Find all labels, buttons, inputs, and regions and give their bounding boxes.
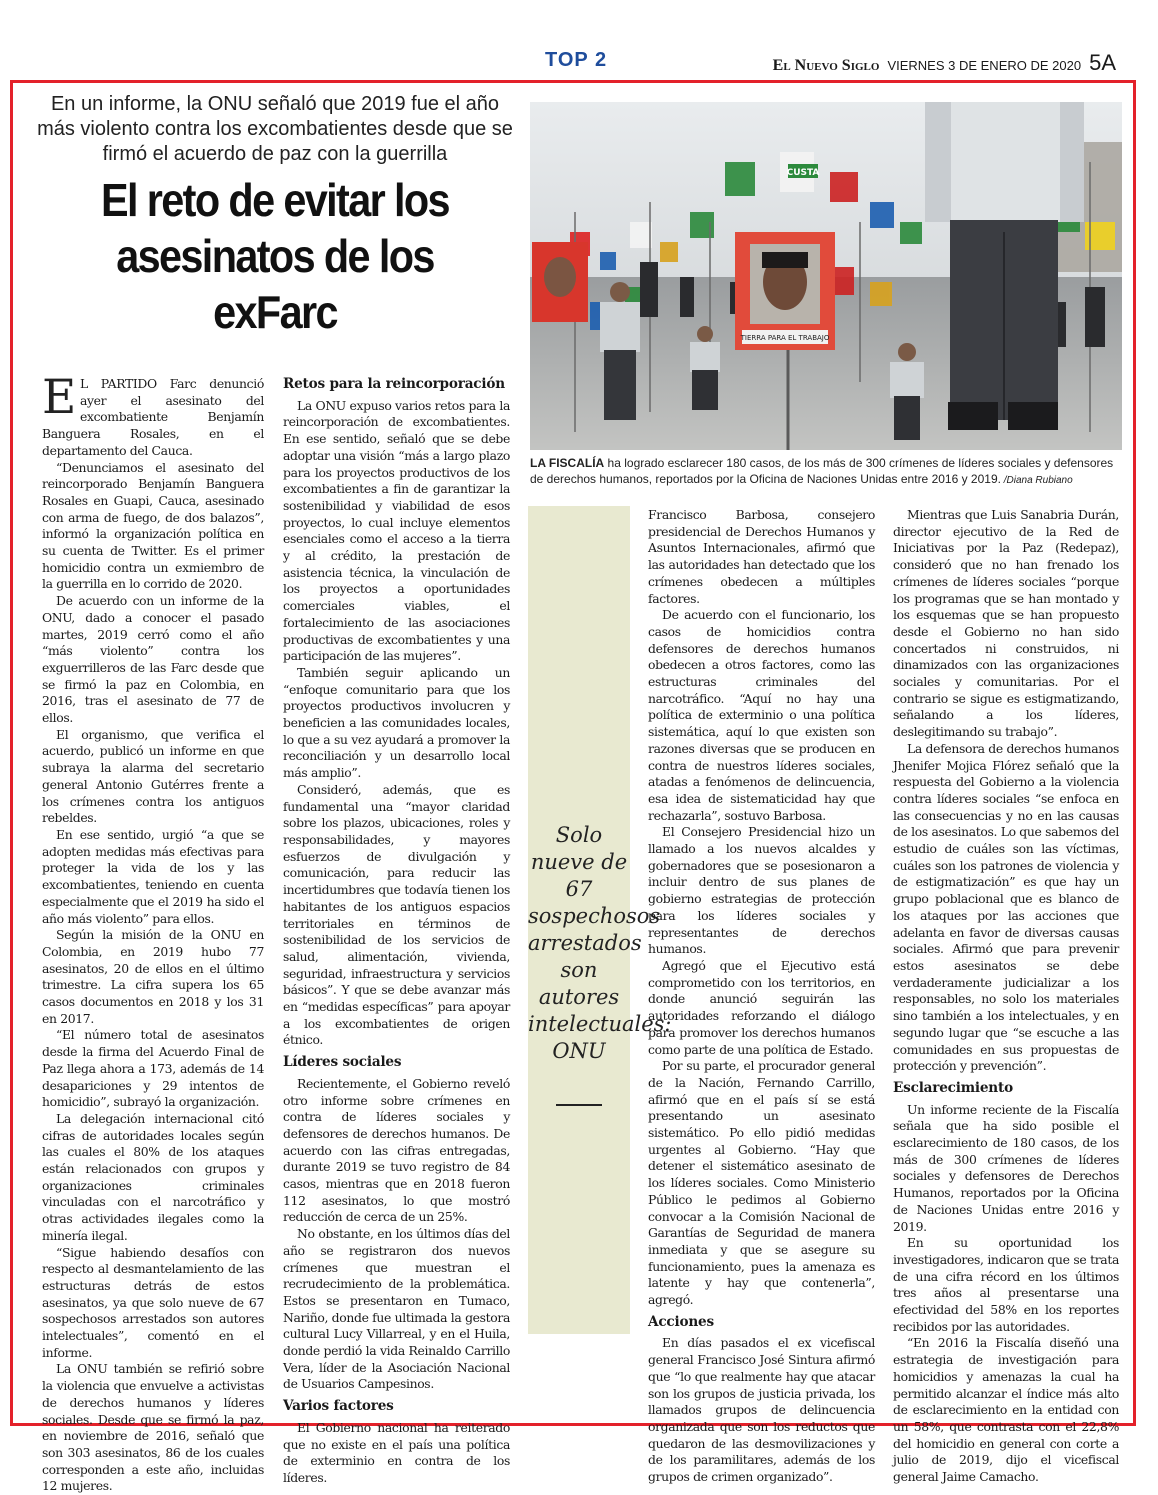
photo-illustration [530, 102, 1122, 450]
paragraph: Un informe reciente de la Fiscalía señala que ha sido posible el esclarecimiento de 180 casos, de los más de 300 crímenes de líderes sociales y defensores de Derechos Humanos, reportados por la Oficina de Naciones Unidas entre 2016 y 2019. [893, 1101, 1119, 1234]
paragraph: “Denunciamos el asesinato del reincorporado Benjamín Banguera Rosales en Guapi, Cauca, asesinado con arma de fuego, de dos balazos”, informó la organización política en su cuenta de Twitter. Es el primer homicidio contra un exmiembro de la guerrilla en lo corrido de 2020. [42, 459, 264, 592]
subheading: Acciones [648, 1313, 714, 1330]
paragraph: Agregó que el Ejecutivo está comprometido con los territorios, en donde anunció seguirán las autoridades reforzando el diálogo para promover los derechos humanos como parte de una política de Estado. [648, 957, 875, 1057]
paragraph: Mientras que Luis Sanabria Durán, director ejecutivo de la Red de Iniciativas por la Paz (Redepaz), consideró que no han frenado los crímenes de líderes sociales “porque los programas que se han montado y los esquemas que se han propuesto desde el Gobierno no han sido concertados ni construidos, ni dinamizados con las organizaciones sociales y comunitarias. Por el contrario se sigue es estigmatizando, señalando a los líderes, deslegitimando su trabajo”. [893, 507, 1119, 740]
paragraph: La defensora de derechos humanos Jhenifer Mojica Flórez señaló que la respuesta del Gobierno a la violencia contra líderes sociales “se enfoca en las consecuencias y no en las causas de los asesinatos. Lo que sabemos del estudio de cuáles son las víctimas, cuáles son los patrones de violencia y de estigmatización” es que hay un grupo poblacional que es blanco de los ataques por las acciones que adelanta en favor de diversas causas sociales. Afirmó que para prevenir estos asesinatos se debe verdaderamente judicializar a los responsables, no solo los materiales sino también a los intelectuales, y en segundo lugar que “se escuche a las comunidades en sus propuestas de protección y prevención”. [893, 740, 1119, 1074]
paragraph: Por su parte, el procurador general de la Nación, Fernando Carrillo, afirmó que en el país sí se está presentando un asesinato sistemático. Po ello pidió medidas urgentes al Gobierno. “Hay que detener el sistemático asesinato de los líderes sociales. Como Ministerio Público le pedimos al Gobierno convocar a la Comisión Nacional de Garantías de Seguridad de manera inmediata y que se asegure su funcionamiento, pues la amenaza es latente y hay que contenerla”, agregó. [648, 1058, 875, 1308]
article-kicker: En un informe, la ONU señaló que 2019 fue el año más violento contra los excombatientes desde que se firmó el acuerdo de paz con la guerrilla [37, 93, 513, 165]
paragraph: El Gobierno nacional ha reiterado que no existe en el país una política de exterminio en contra de los líderes. [283, 1419, 510, 1485]
paragraph: La delegación internacional citó cifras de autoridades locales según las cuales el 80% de los ataques están relacionados con grupos y organizaciones criminales vinculadas con el narcotráfico y otras actividades ilegales como la minería ilegal. [42, 1110, 264, 1243]
pullquote: Solo nueve de 67 sospechosos arrestados son autores intelectuales: ONU [528, 823, 672, 1063]
sign-text: TIERRA PARA EL TRABAJO [740, 334, 830, 342]
page-number: 5A [1089, 50, 1116, 75]
paragraph: “Sigue habiendo desafíos con respecto al desmantelamiento de las estructuras detrás de estos asesinatos, ya que solo nueve de 67 sospechosos arrestados son autores intelectuales”, comentó en el informe. [42, 1244, 264, 1360]
paragraph: Francisco Barbosa, consejero presidencial de Derechos Humanos y Asuntos Internacionales, afirmó que las autoridades han detectado que los crímenes obedecen a múltiples factores. [648, 507, 875, 606]
article-photo [530, 102, 1122, 450]
paragraph: No obstante, en los últimos días del año se registraron dos nuevos crímenes que muestran el recrudecimiento de la problemática. Estos se presentaron en Tumaco, Nariño, donde fue ultimada la gestora cultural Lucy Villarreal, y en el Huila, donde perdió la vida Reinaldo Carrillo Vera, líder de la Asociación Nacional de Usuarios Campesinos. [283, 1226, 510, 1392]
article-headline: El reto de evitar los asesinatos de los exFarc [101, 174, 449, 338]
subheading: Líderes sociales [283, 1054, 402, 1071]
caption-text: ha logrado esclarecer 180 casos, de los más de 300 crímenes de líderes sociales y defensores de derechos humanos, reportados por la Oficina de Naciones Unidas entre 2016 y 2019. [530, 456, 1114, 486]
paragraph: De acuerdo con un informe de la ONU, dado a conocer el pasado martes, 2019 cerró como el año “más violento” contra los exguerrilleros de las Farc desde que se firmó la paz en Colombia, en 2016, tras el asesinato de 77 de ellos. [42, 593, 264, 726]
article-column-4 [893, 507, 1119, 1486]
paper-name: El Nuevo Siglo [772, 57, 880, 74]
paragraph: En días pasados el ex vicefiscal general Francisco José Sintura afirmó que “lo que realmente hay que atacar son los grupos de justicia privada, los llamados grupos de delincuencia organizada que son los reductos que quedaron de las desmovilizaciones y de los paramilitares, además de los grupos de crimen organizado”. [648, 1335, 875, 1485]
flag-text: CUSTA [786, 168, 820, 178]
article-column-2 [283, 376, 510, 1487]
subheading: Esclarecimiento [893, 1079, 1013, 1096]
paragraph: La ONU expuso varios retos para la reincorporación de excombatientes. En ese sentido, señaló que se debe adoptar una visión “más a largo plazo para los proyectos productivos de los excombatientes a fin de garantizar la sostenibilidad y viabilidad de esos proyectos, lo cual incluye elementos esenciales como el acceso a la tierra y al crédito, la prestación de asistencia técnica, la vinculación de los proyectos a oportunidades comerciales viables, el fortalecimiento de las asociaciones productivas de excombatientes y una participación de las mujeres”. [283, 397, 510, 664]
paragraph: “El número total de asesinatos desde la firma del Acuerdo Final de Paz llega ahora a 173, además de 14 desapariciones y 29 intentos de homicidio”, subrayó la organización. [42, 1027, 264, 1110]
paragraph: Consideró, además, que es fundamental una “mayor claridad sobre los plazos, ubicaciones, roles y responsabilidades, y mayores esfuerzos de divulgación y comunicación, para reducir las incertidumbres que todavía tienen los habitantes de los antiguos espacios territoriales en términos de sostenibilidad de los servicios de salud, alimentación, vivienda, seguridad, infraestructura y servicios básicos”. Y que se debe avanzar más en “medidas específicas” para apoyar a los excombatientes de origen étnico. [283, 781, 510, 1048]
subheading: Varios factores [283, 1398, 394, 1415]
article-column-3 [648, 507, 875, 1486]
pullquote-rule [556, 1104, 602, 1106]
paragraph: También seguir aplicando un “enfoque comunitario para que los proyectos productivos involucren y beneficien a las comunidades locales, lo que a su vez ayudará a promover la reconciliación y un desarrollo local más amplio”. [283, 664, 510, 781]
dropcap: E [42, 370, 76, 425]
section-tag: TOP 2 [545, 49, 608, 71]
paragraph: Según la misión de la ONU en Colombia, en 2019 hubo 77 asesinatos, 20 de ellos en el último trimestre. La cifra supera los 65 casos documentos en 2018 y los 31 en 2017. [42, 927, 264, 1026]
paragraph: En su oportunidad los investigadores, indicaron que se trata de una cifra récord en los últimos tres años al presentarse una efectividad del 58% en los reportes recibidos por las autoridades. [893, 1235, 1119, 1334]
paragraph: El organismo, que verifica el acuerdo, publicó un informe en que subraya la alarma del secretario general Antonio Gutérres frente a los crímenes contra los antiguos rebeldes. [42, 726, 264, 826]
paragraph: De acuerdo con el funcionario, los casos de homicidios contra defensores de derechos humanos obedecen a otros factores, como las estructuras criminales del narcotráfico. “Aquí no hay una política de exterminio o una política sistemática, aquí lo que existen son razones diversas que se producen en contra de nuestros líderes sociales, atadas a fenómenos de delincuencia, esa idea de sistematicidad hay que rechazarla”, sostuvo Barbosa. [648, 607, 875, 823]
caption-lead: LA FISCALÍA [530, 456, 605, 470]
paragraph: Recientemente, el Gobierno reveló otro informe sobre crímenes en contra de líderes sociales y defensores de derechos humanos. De acuerdo con las cifras entregadas, durante 2019 se tuvo registro de 84 casos, mientras que en 2018 fueron 112 asesinatos, lo que mostró reducción de cerca de un 25%. [283, 1075, 510, 1225]
paragraph: El Consejero Presidencial hizo un llamado a los nuevos alcaldes y gobernadores que se posesionaron a incluir dentro de sus planes de gobierno estrategias de protección para los líderes sociales y representantes de derechos humanos. [648, 824, 875, 957]
paragraph: L PARTIDO Farc denunció ayer el asesinato del excombatiente Benjamín Banguera Rosales, en el departamento del Cauca. [42, 376, 264, 458]
photo-credit: /Diana Rubiano [1000, 475, 1073, 486]
photo-caption [530, 455, 1122, 489]
subheading: Retos para la reincorporación [283, 376, 505, 392]
masthead [773, 50, 1116, 76]
issue-date: VIERNES 3 DE ENERO DE 2020 [887, 58, 1082, 73]
paragraph: “En 2016 la Fiscalía diseñó una estrategia de investigación para homicidios y amenazas la cual ha permitido alcanzar el índice más alto de esclarecimiento en la entidad con un 58%, que contrasta con el 22,8% del homicidio en general con corte a julio de 2019, dijo el vicefiscal general Jaime Camacho. [893, 1335, 1119, 1485]
paragraph: La ONU también se refirió sobre la violencia que envuelve a activistas de derechos humanos y líderes sociales. Desde que se firmó la paz, en noviembre de 2016, señaló que son 303 asesinatos, 86 de los cuales corresponden a este año, incluidas 12 mujeres. [42, 1361, 264, 1494]
paragraph: En ese sentido, urgió “a que se adopten medidas más efectivas para proteger la vida de los y las excombatientes, teniendo en cuenta especialmente que el 2019 ha sido el año más violento” para ellos. [42, 826, 264, 926]
article-column-1 [42, 370, 264, 1495]
